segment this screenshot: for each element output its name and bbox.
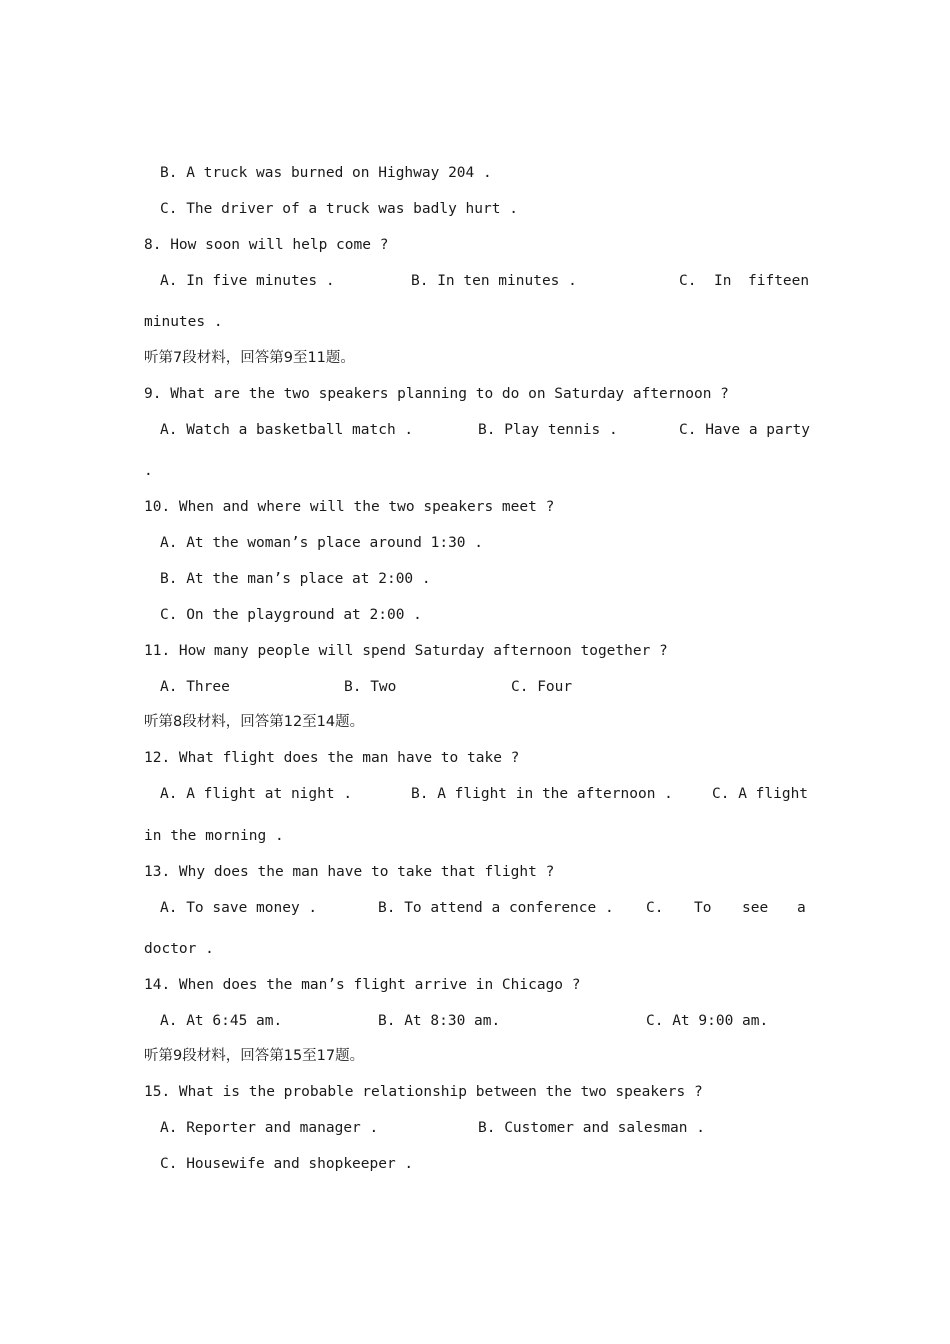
question-8: 8. How soon will help come ?: [144, 237, 389, 253]
q12-option-c-continuation: in the morning .: [144, 828, 284, 844]
q13-option-c-word2: see: [742, 900, 769, 916]
q13-option-c-word1: To: [694, 900, 712, 916]
q8-options: [160, 271, 808, 291]
q13-option-c-letter: C.: [646, 900, 664, 916]
q13-option-c-continuation: doctor .: [144, 941, 214, 957]
q8-option-c-continuation: minutes .: [144, 314, 223, 330]
q8-option-c-word1: In: [714, 273, 732, 289]
q11-option-b: B. Two: [344, 679, 397, 695]
section-9-heading: 听第9段材料，回答第15至17题。: [144, 1048, 365, 1064]
q10-option-a: A. At the woman’s place around 1:30 .: [160, 535, 484, 551]
section-7-heading: 听第7段材料，回答第9至11题。: [144, 350, 355, 366]
q12-option-c: C. A flight: [712, 786, 809, 802]
q9-option-b: B. Play tennis .: [478, 422, 618, 438]
section-8-heading: 听第8段材料，回答第12至14题。: [144, 714, 365, 730]
q9-option-a: A. Watch a basketball match .: [160, 422, 414, 438]
q12-option-b: B. A flight in the afternoon .: [411, 786, 673, 802]
q14-options: [160, 1011, 808, 1031]
question-15: 15. What is the probable relationship between the two speakers ?: [144, 1084, 703, 1100]
q12-options: [160, 784, 808, 804]
q14-option-a: A. At 6:45 am.: [160, 1013, 283, 1029]
question-14: 14. When does the man’s flight arrive in Chicago ?: [144, 977, 581, 993]
q7-option-b: B. A truck was burned on Highway 204 .: [160, 165, 492, 181]
q15-option-a: A. Reporter and manager .: [160, 1120, 379, 1136]
q11-options: [160, 677, 808, 697]
q9-options: [160, 420, 808, 440]
question-12: 12. What flight does the man have to take ?: [144, 750, 520, 766]
q8-option-b: B. In ten minutes .: [411, 273, 577, 289]
question-13: 13. Why does the man have to take that flight ?: [144, 864, 555, 880]
q13-options: [160, 898, 808, 918]
question-11: 11. How many people will spend Saturday afternoon together ?: [144, 643, 668, 659]
q11-option-a: A. Three: [160, 679, 230, 695]
q11-option-c: C. Four: [511, 679, 573, 695]
q13-option-b: B. To attend a conference .: [378, 900, 614, 916]
q14-option-b: B. At 8:30 am.: [378, 1013, 501, 1029]
q13-option-c-word3: a: [797, 900, 806, 916]
q14-option-c: C. At 9:00 am.: [646, 1013, 769, 1029]
q12-option-a: A. A flight at night .: [160, 786, 353, 802]
q10-option-c: C. On the playground at 2:00 .: [160, 607, 422, 623]
question-9: 9. What are the two speakers planning to do on Saturday afternoon ?: [144, 386, 729, 402]
q10-option-b: B. At the man’s place at 2:00 .: [160, 571, 431, 587]
q15-options-ab: [160, 1118, 808, 1138]
q8-option-c-letter: C.: [679, 273, 697, 289]
question-10: 10. When and where will the two speakers meet ?: [144, 499, 555, 515]
q9-option-c: C. Have a party: [679, 422, 810, 438]
q15-option-c: C. Housewife and shopkeeper .: [160, 1156, 414, 1172]
q9-option-c-continuation: .: [144, 463, 153, 479]
q8-option-c-word2: fifteen: [748, 273, 810, 289]
q15-option-b: B. Customer and salesman .: [478, 1120, 705, 1136]
q7-option-c: C. The driver of a truck was badly hurt .: [160, 201, 518, 217]
q8-option-a: A. In five minutes .: [160, 273, 335, 289]
q13-option-a: A. To save money .: [160, 900, 318, 916]
